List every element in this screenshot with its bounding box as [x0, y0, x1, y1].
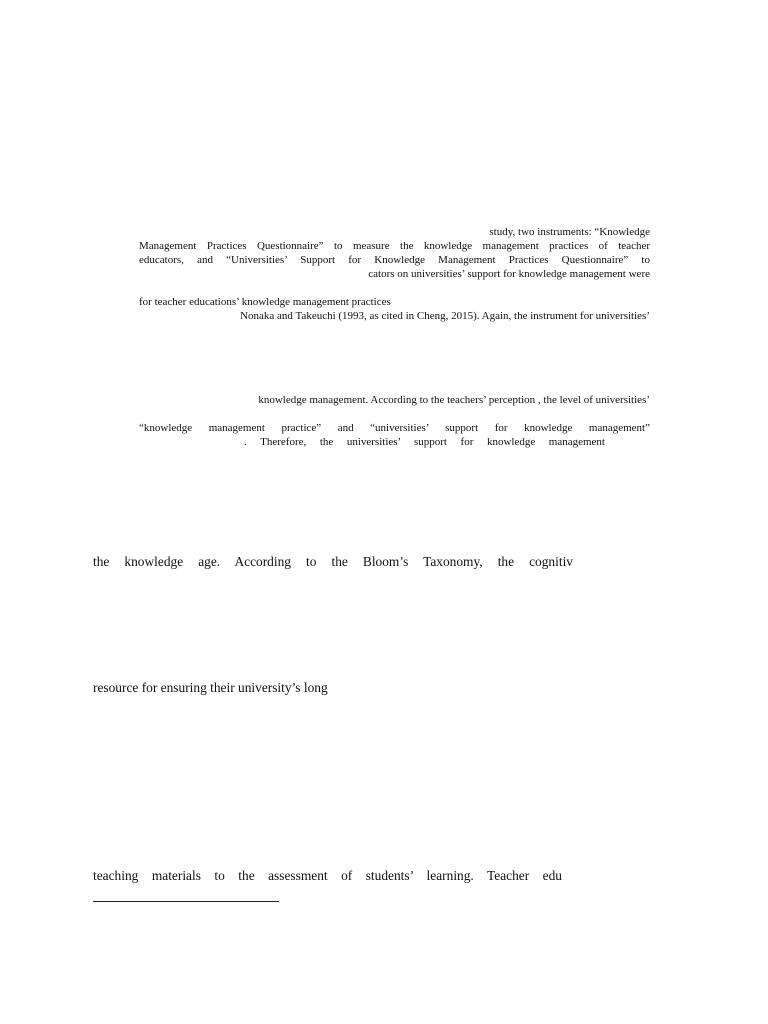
abstract-line-3: educators, and “Universities’ Support for Knowledge Management Practices Questionnaire” to — [139, 255, 650, 266]
abstract-line-2: Management Practices Questionnaire” to measure the knowledge management practices of teacher — [139, 241, 650, 252]
body-line-3: teaching materials to the assessment of students’ learning. Teacher edu — [93, 869, 562, 883]
abstract-line-4: cators on universities’ support for knowledge management were — [368, 268, 650, 280]
footnote-separator — [93, 901, 279, 902]
abstract-line-6: Nonaka and Takeuchi (1993, as cited in Cheng, 2015). Again, the instrument for universities’ — [240, 310, 650, 322]
abstract-line-8: “knowledge management practice” and “universities’ support for knowledge management” — [139, 423, 650, 434]
body-line-1: the knowledge age. According to the Bloom’s Taxonomy, the cognitiv — [93, 555, 573, 569]
abstract-line-7: knowledge management. According to the teachers’ perception , the level of universities’ — [258, 394, 650, 406]
body-line-2: resource for ensuring their university’s long — [93, 680, 328, 695]
abstract-line-1: study, two instruments: “Knowledge — [489, 226, 650, 238]
abstract-line-9: . Therefore, the universities’ support for knowledge management — [244, 437, 605, 448]
abstract-line-5: for teacher educations’ knowledge management practices — [139, 296, 391, 308]
